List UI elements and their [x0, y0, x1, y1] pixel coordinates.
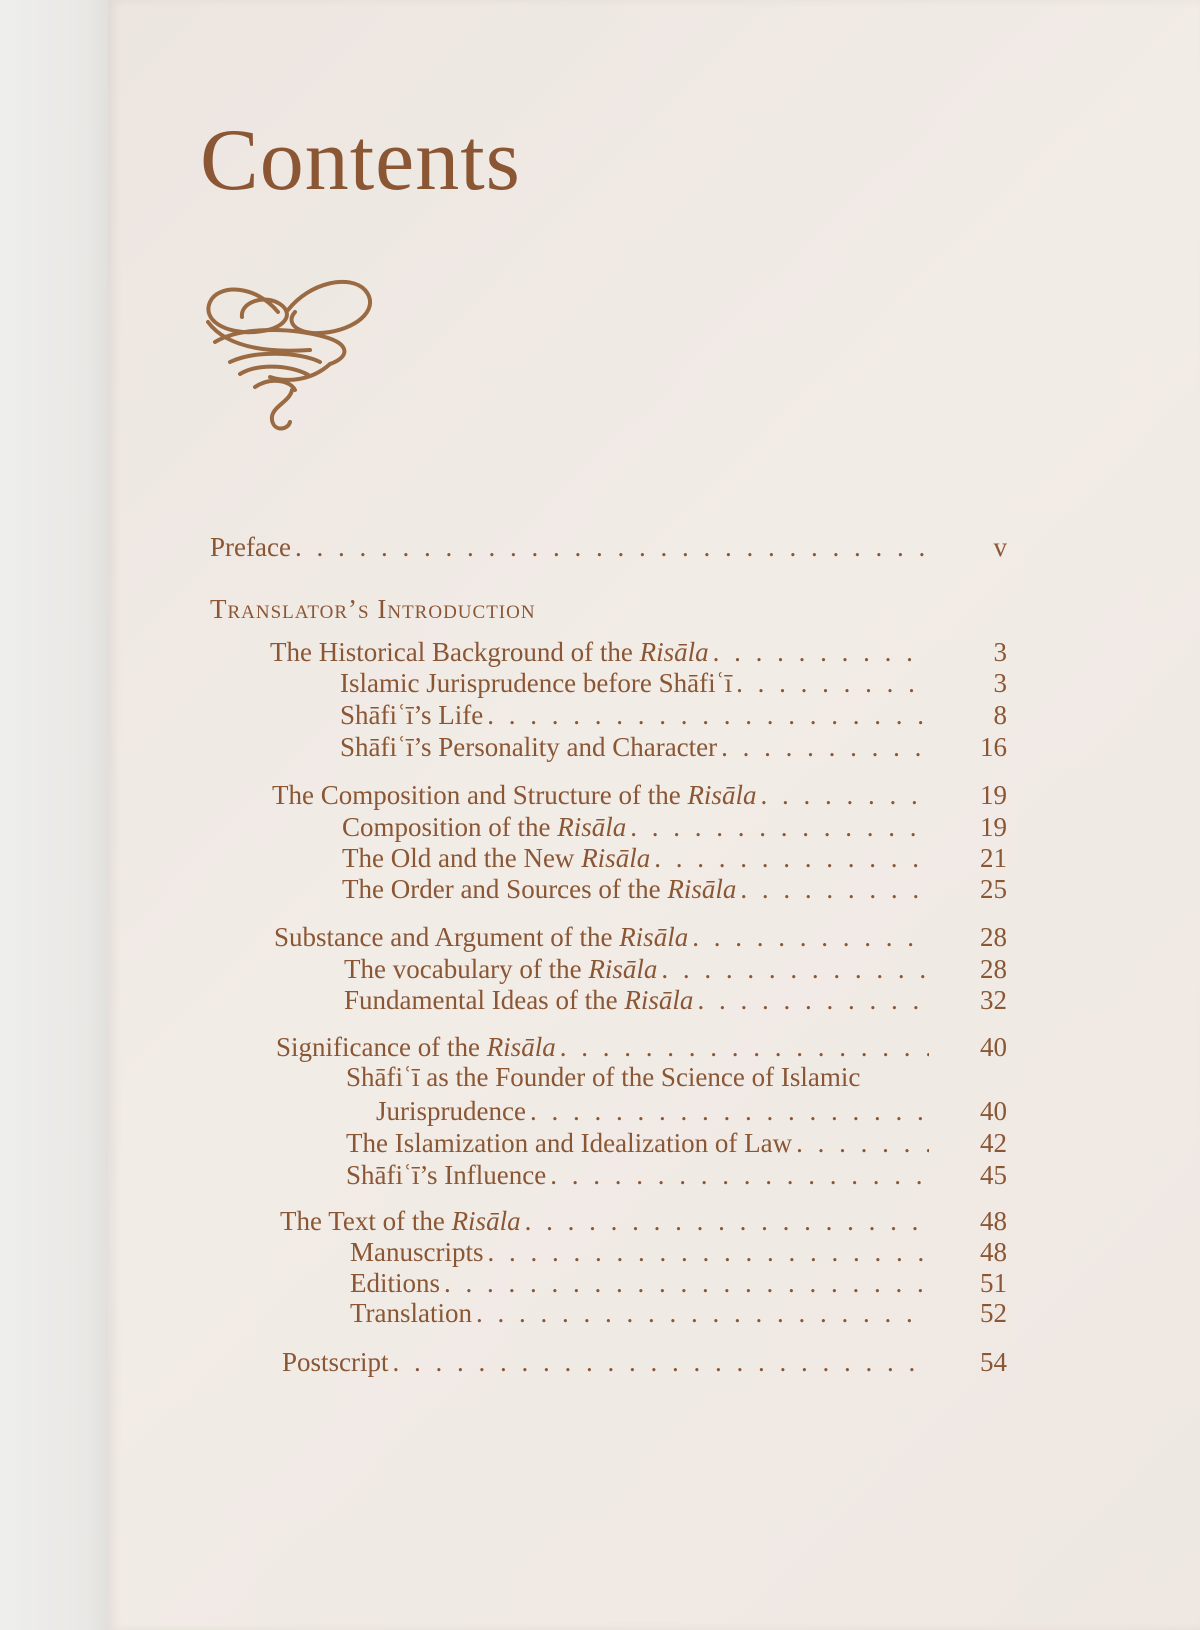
toc-entry-label: The Old and the New Risāla: [342, 843, 651, 873]
dot-leader: [393, 1347, 929, 1378]
dot-leader: [487, 700, 929, 731]
toc-entry-label: The Islamization and Idealization of Law: [346, 1128, 793, 1158]
toc-entry-label: Islamic Jurisprudence before Shāfiʿī: [340, 668, 733, 698]
toc-entry-label: Shāfiʿī’s Influence: [346, 1160, 547, 1190]
toc-entry-italic-title: Risāla: [667, 874, 737, 904]
toc-page-number: 3: [993, 637, 1007, 667]
toc-entry-label: The Composition and Structure of the Risāla: [272, 780, 757, 810]
dot-leader: [736, 668, 929, 699]
toc-page-number: 40: [980, 1032, 1007, 1062]
dot-leader: [487, 1237, 929, 1268]
toc-page-number: 52: [980, 1298, 1007, 1328]
dot-leader: [550, 1160, 929, 1191]
dot-leader: [713, 637, 929, 668]
toc-page-number: 45: [980, 1160, 1007, 1190]
toc-entry-label: Shāfiʿī’s Life: [340, 700, 484, 730]
toc-entry: [346, 1062, 860, 1096]
toc-entry: [340, 700, 1007, 734]
toc-page-number: 28: [980, 954, 1007, 984]
toc-entry-label: Postscript: [282, 1347, 389, 1377]
dot-leader: [796, 1128, 929, 1159]
toc-entry-italic-title: Risāla: [451, 1206, 521, 1236]
toc-entry-label: Jurisprudence: [376, 1096, 526, 1126]
toc-entry: [344, 985, 1007, 1019]
toc-entry: [280, 1206, 1007, 1240]
toc-page-number: 42: [980, 1128, 1007, 1158]
toc-page-number: 3: [993, 668, 1007, 698]
toc-entry-label: Significance of the Risāla: [276, 1032, 556, 1062]
toc-entry: [350, 1237, 1007, 1271]
toc-entry: [346, 1128, 1007, 1162]
toc-entry-label: Manuscripts: [350, 1237, 484, 1267]
toc-entry-label: The Order and Sources of the Risāla: [342, 874, 737, 904]
toc-entry: [350, 1298, 1007, 1332]
toc-entry: [210, 532, 1007, 566]
toc-entry-italic-title: Risāla: [639, 637, 709, 667]
toc-entry-italic-title: Risāla: [486, 1032, 556, 1062]
toc-entry-italic-title: Risāla: [581, 843, 651, 873]
toc-entry: [272, 780, 1007, 814]
toc-entry: [350, 1268, 1007, 1302]
toc-entry-italic-title: Risāla: [557, 812, 627, 842]
toc-entry-italic-title: Risāla: [687, 780, 757, 810]
toc-entry: [282, 1347, 1007, 1381]
dot-leader: [476, 1298, 929, 1329]
toc-entry: [340, 668, 1007, 702]
toc-page-number: 21: [980, 843, 1007, 873]
toc-entry: [342, 812, 1007, 846]
toc-page-number: 25: [980, 874, 1007, 904]
toc-entry-label: The Historical Background of the Risāla: [270, 637, 709, 667]
toc-page-number: 19: [980, 780, 1007, 810]
dot-leader: [295, 532, 929, 563]
toc-entry: [342, 843, 1007, 877]
dot-leader: [692, 922, 929, 953]
dot-leader: [697, 985, 929, 1016]
dot-leader: [721, 732, 929, 763]
toc-entry-label: The Text of the Risāla: [280, 1206, 521, 1236]
toc-page-number: 28: [980, 922, 1007, 952]
toc-entry-label: Substance and Argument of the Risāla: [274, 922, 689, 952]
toc-entry: [344, 954, 1007, 988]
toc-entry-label: Fundamental Ideas of the Risāla: [344, 985, 694, 1015]
dot-leader: [661, 954, 929, 985]
dot-leader: [444, 1268, 929, 1299]
toc-entry-italic-title: Risāla: [588, 954, 658, 984]
toc-entry-label: Editions: [350, 1268, 441, 1298]
toc-entry: [340, 732, 1007, 766]
toc-entry-label: Shāfiʿī’s Personality and Character: [340, 732, 718, 762]
toc-entry-label: Translation: [350, 1298, 473, 1328]
dot-leader: [560, 1032, 929, 1063]
toc-entry-italic-title: Risāla: [619, 922, 689, 952]
toc-entry-label: Composition of the Risāla: [342, 812, 627, 842]
dot-leader: [740, 874, 929, 905]
dot-leader: [525, 1206, 929, 1237]
toc-page-number: v: [993, 532, 1007, 562]
dot-leader: [760, 780, 929, 811]
toc-page-number: 32: [980, 985, 1007, 1015]
toc-page-number: 19: [980, 812, 1007, 842]
toc-page-number: 51: [980, 1268, 1007, 1298]
toc-entry: [276, 1032, 1007, 1066]
toc-page-number: 48: [980, 1237, 1007, 1267]
toc-entry-label: The vocabulary of the Risāla: [344, 954, 658, 984]
toc-page-number: 48: [980, 1206, 1007, 1236]
toc-entry-label: Shāfiʿī as the Founder of the Science of Islamic: [346, 1062, 861, 1092]
dot-leader: [654, 843, 929, 874]
toc-entry: [274, 922, 1007, 956]
toc-entry: [346, 1160, 1007, 1194]
toc-entry-italic-title: Risāla: [624, 985, 694, 1015]
toc-entry: [376, 1096, 1007, 1130]
section-heading-translators-introduction: Translator’s Introduction: [210, 594, 536, 624]
toc-page-number: 54: [980, 1347, 1007, 1377]
page-title: Contents: [200, 112, 521, 209]
toc-page-number: 16: [980, 732, 1007, 762]
toc-entry: [342, 874, 1007, 908]
toc-entry-label: Preface: [210, 532, 291, 562]
toc-page-number: 40: [980, 1096, 1007, 1126]
toc-entry: [270, 637, 1007, 671]
dot-leader: [630, 812, 929, 843]
dot-leader: [530, 1096, 929, 1127]
toc-page-number: 8: [993, 700, 1007, 730]
